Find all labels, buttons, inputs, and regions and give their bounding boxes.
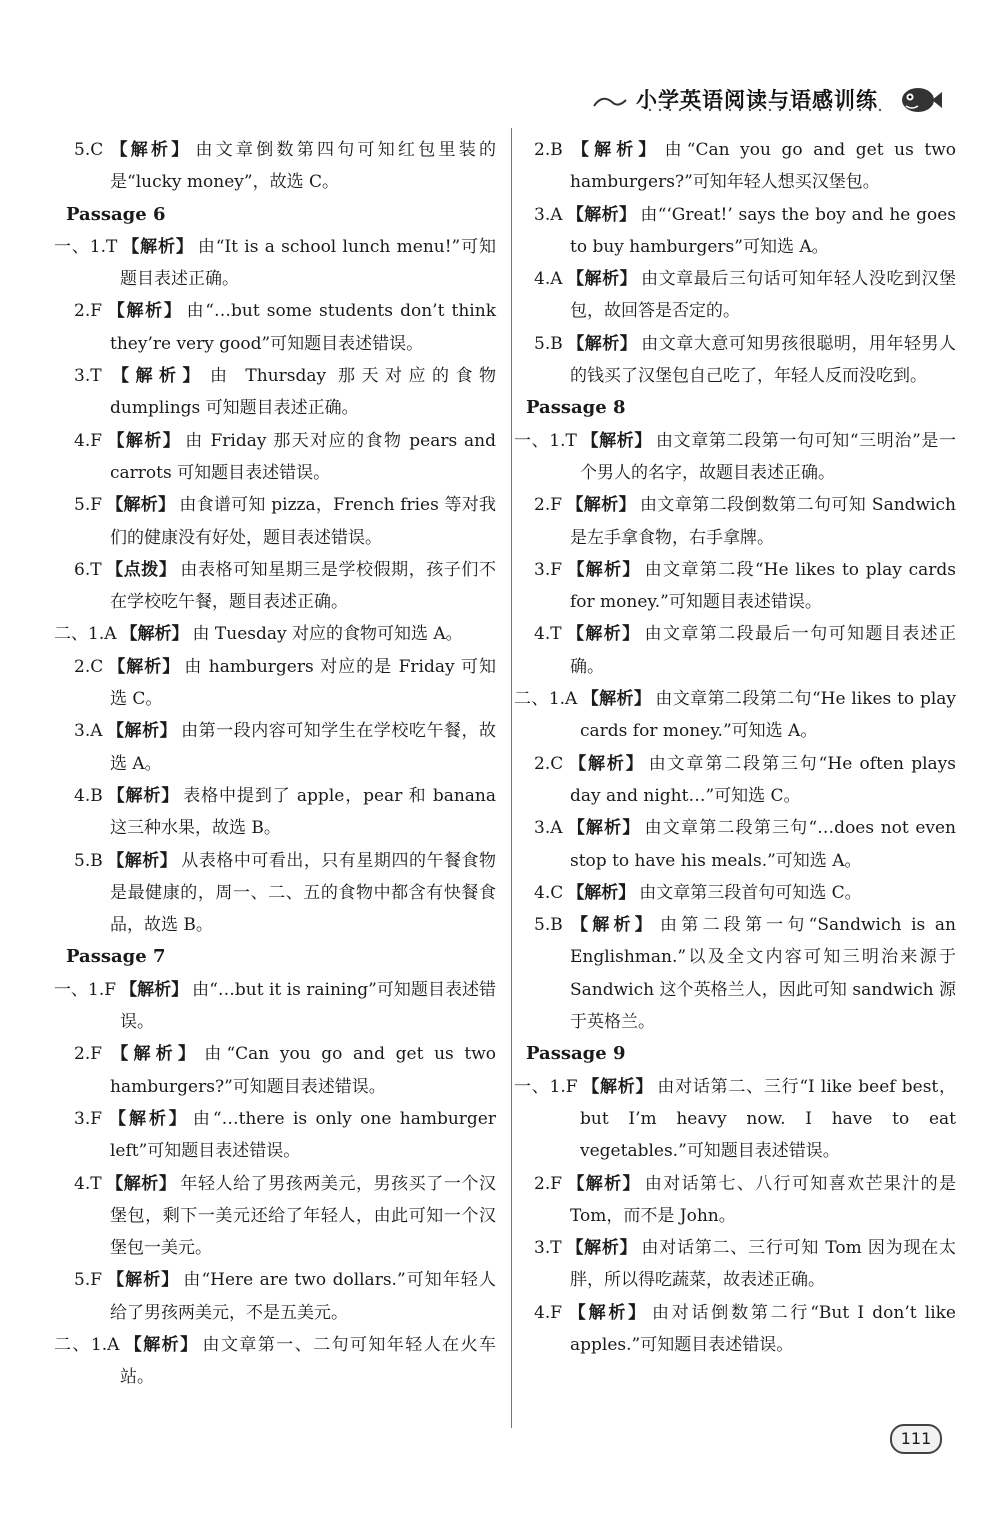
answer-item [66, 1264, 496, 1329]
section-number: 一、 [54, 979, 89, 1000]
answer-number: 3.A [534, 818, 563, 839]
answer-number: 4.B [74, 785, 103, 806]
answer-explanation: 由文章第二段第一句可知“三明治”是一个男人的名字，故题目表述正确。 [580, 430, 957, 483]
analysis-tag: 【解析】 [566, 269, 638, 290]
answer-number: 2.F [74, 301, 103, 322]
answer-number: 5.C [74, 140, 104, 160]
answer-explanation: 由文章第二段第三句“…does not even stop to have his meals.”可知选 A。 [570, 818, 957, 871]
answer-number: 1.T [549, 430, 577, 451]
answer-item [66, 425, 496, 490]
answer-item [54, 618, 496, 650]
answer-explanation: 由“It is a school lunch menu!”可知题目表述正确。 [120, 236, 497, 290]
answer-explanation: 由 hamburgers 对应的是 Friday 可知选 C。 [110, 656, 496, 710]
answer-item [526, 489, 956, 554]
answer-explanation: 由文章第二段第二句“He likes to play cards for money.”可知选 A。 [580, 689, 957, 742]
answer-number: 2.C [534, 753, 564, 774]
answer-explanation: 由对话第七、八行可知喜欢芒果汁的是 Tom，而不是 John。 [570, 1173, 957, 1226]
answer-number: 5.B [74, 850, 103, 871]
answer-explanation: 由文章第三段首句可知选 C。 [639, 882, 862, 903]
analysis-tag: 【解析】 [106, 785, 180, 806]
section-number: 二、 [54, 1334, 91, 1355]
analysis-tag: 【解析】 [106, 1044, 201, 1065]
answer-explanation: 由文章第二段最后一句可知题目表述正确。 [570, 624, 957, 677]
answer-item [66, 489, 496, 554]
answer-number: 2.F [534, 495, 563, 516]
answer-explanation: 由 Tuesday 对应的食物可知选 A。 [192, 624, 463, 645]
analysis-tag: 【解析】 [566, 204, 637, 225]
answer-explanation: 由“…but it is raining”可知题目表述错误。 [120, 979, 497, 1033]
analysis-tag: 【解析】 [105, 366, 207, 387]
answer-number: 3.A [74, 721, 103, 742]
analysis-tag: 【解析】 [566, 559, 641, 580]
answer-explanation: 由对话倒数第二行“But I don’t like apples.”可知题目表述错误。 [570, 1302, 956, 1355]
answer-item [526, 199, 956, 264]
answer-explanation: 由对话第二、三行可知 Tom 因为现在太胖，所以得吃蔬菜，故表述正确。 [570, 1238, 956, 1291]
answer-number: 4.F [74, 430, 103, 451]
analysis-tag: 【解析】 [106, 1108, 189, 1129]
analysis-tag: 【解析】 [566, 495, 636, 516]
answer-item [54, 974, 497, 1039]
answer-explanation: 由表格可知星期三是学校假期，孩子们不在学校吃午餐，题目表述正确。 [110, 559, 497, 613]
left-column [54, 134, 497, 1394]
answer-item [66, 554, 496, 619]
answer-item [526, 263, 956, 328]
answer-explanation: 由“Can you go and get us two hamburgers?”可知题目表述错误。 [110, 1044, 496, 1097]
analysis-tag: 【解析】 [106, 721, 178, 742]
column-divider [511, 128, 512, 1428]
answer-item [66, 1103, 496, 1168]
answer-number: 3.T [534, 1238, 562, 1259]
answer-explanation: 由“…there is only one hamburger left”可知题目表述错误。 [110, 1108, 496, 1162]
answer-item [66, 134, 496, 199]
analysis-tag: 【解析】 [121, 236, 194, 257]
section-number: 一、 [514, 430, 550, 451]
answer-item [514, 425, 957, 490]
answer-item [66, 845, 496, 942]
fish-mascot-icon [896, 80, 942, 120]
answer-explanation: 由第二段第一句“Sandwich is an Englishman.”以及全文内容可知三明治来源于 Sandwich 这个英格兰人，因此可知 sandwich 源于英格兰。 [570, 915, 956, 1033]
analysis-tag: 【解析】 [566, 1302, 648, 1323]
analysis-tag: 【解析】 [566, 333, 638, 354]
answer-item [526, 748, 956, 813]
answer-item [526, 1232, 956, 1297]
analysis-tag: 【解析】 [581, 1076, 654, 1097]
passage-heading: Passage 6 [66, 203, 166, 225]
analysis-tag: 【解析】 [567, 882, 636, 903]
answer-explanation: 由对话第二、三行“I like beef best，but I’m heavy now. I have to eat vegetables.”可知题目表述错误。 [580, 1076, 957, 1162]
book-title: 小学英语阅读与语感训练 [636, 88, 878, 112]
passage-heading: Passage 9 [526, 1043, 626, 1065]
answer-number: 1.A [90, 1334, 120, 1355]
analysis-tag: 【解析】 [106, 495, 176, 516]
analysis-tag: 【解析】 [566, 1173, 641, 1194]
answer-number: 4.T [74, 1173, 102, 1194]
answer-item [66, 651, 496, 716]
answer-item [526, 554, 956, 619]
answer-item [66, 780, 496, 845]
answer-number: 4.T [534, 624, 562, 645]
analysis-tag: 【解析】 [107, 656, 181, 677]
answer-item [526, 909, 956, 1038]
answer-item [66, 715, 496, 780]
answer-explanation: 由文章大意可知男孩很聪明，用年轻男人的钱买了汉堡包自己吃了，年轻人反而没吃到。 [570, 333, 957, 387]
answer-explanation: 由文章第二段第三句“He often plays day and night…”可知选 C。 [570, 753, 956, 806]
analysis-tag: 【解析】 [566, 915, 656, 936]
analysis-tag: 【解析】 [581, 689, 652, 710]
analysis-tag: 【解析】 [107, 140, 192, 160]
answer-explanation: 由 Thursday 那天对应的食物 dumplings 可知题目表述正确。 [110, 366, 496, 419]
answer-number: 2.B [534, 140, 563, 160]
answer-number: 2.F [74, 1044, 103, 1065]
right-column [514, 134, 957, 1361]
answer-number: 1.F [88, 979, 117, 1000]
section-number: 一、 [514, 1076, 550, 1097]
answer-explanation: 由文章第二段倒数第二句可知 Sandwich 是左手拿食物，右手拿牌。 [570, 495, 956, 548]
answer-number: 1.F [549, 1076, 578, 1097]
answer-number: 2.F [534, 1173, 563, 1194]
answer-explanation: 年轻人给了男孩两美元，男孩买了一个汉堡包，剩下一美元还给了年轻人，由此可知一个汉堡包一美元。 [110, 1173, 497, 1259]
answer-number: 3.A [534, 204, 563, 225]
answer-explanation: 由文章第一、二句可知年轻人在火车站。 [120, 1334, 497, 1388]
passage-heading: Passage 8 [526, 397, 626, 419]
answer-item [526, 328, 956, 393]
answer-number: 4.C [534, 882, 564, 903]
answer-item [66, 360, 496, 425]
analysis-tag: 【解析】 [565, 624, 641, 645]
answer-explanation: 由第一段内容可知学生在学校吃午餐，故选 A。 [110, 721, 497, 774]
section-number: 二、 [54, 624, 88, 645]
answer-item [54, 231, 497, 296]
answer-number: 1.T [89, 236, 118, 257]
answer-explanation: 由“‘Great!’ says the boy and he goes to buy hamburgers”可知选 A。 [570, 204, 956, 257]
answer-item [66, 1168, 496, 1265]
answer-number: 6.T [74, 559, 102, 580]
page-number: 111 [890, 1424, 942, 1454]
answer-number: 1.A [88, 624, 117, 645]
answer-explanation: 从表格中可看出，只有星期四的午餐食物是最健康的，周一、二、五的食物中都含有快餐食品，故选 B。 [110, 850, 497, 936]
answer-number: 4.A [534, 269, 563, 290]
answer-item [526, 877, 956, 909]
answer-item [66, 1038, 496, 1103]
answer-explanation: 由文章最后三句话可知年轻人没吃到汉堡包，故回答是否定的。 [570, 269, 957, 322]
analysis-tag: 【解析】 [106, 1270, 180, 1291]
answer-item [526, 812, 956, 877]
answer-number: 5.F [74, 495, 103, 516]
answer-explanation: 由食谱可知 pizza，French fries 等对我们的健康没有好处，题目表述错误。 [110, 495, 497, 548]
answer-item [526, 1297, 956, 1362]
answer-item [526, 134, 956, 199]
answer-item [54, 1329, 497, 1394]
analysis-tag: 【解析】 [106, 301, 183, 322]
answer-explanation: 由 Friday 那天对应的食物 pears and carrots 可知题目表述错误。 [110, 430, 496, 483]
analysis-tag: 【点拨】 [105, 559, 177, 580]
answer-explanation: 由文章倒数第四句可知红包里装的是“lucky money”，故选 C。 [110, 140, 497, 193]
answer-number: 3.T [74, 366, 102, 387]
answer-item [514, 683, 957, 748]
answer-explanation: 由“Can you go and get us two hamburgers?”可知年轻人想买汉堡包。 [570, 140, 956, 193]
analysis-tag: 【解析】 [566, 140, 661, 160]
answer-number: 1.A [548, 689, 578, 710]
answer-number: 2.C [74, 656, 104, 677]
section-number: 二、 [514, 689, 549, 710]
analysis-tag: 【解析】 [120, 979, 189, 1000]
answer-number: 5.B [534, 333, 563, 354]
answer-number: 3.F [534, 559, 563, 580]
answer-explanation: 由“…but some students don’t think they’re very good”可知题目表述错误。 [110, 301, 496, 354]
analysis-tag: 【解析】 [566, 818, 641, 839]
analysis-tag: 【解析】 [580, 430, 652, 451]
answer-item [66, 295, 496, 360]
analysis-tag: 【解析】 [565, 1238, 638, 1259]
section-number: 一、 [54, 236, 90, 257]
answer-number: 4.F [534, 1302, 563, 1323]
analysis-tag: 【解析】 [105, 1173, 177, 1194]
answer-number: 3.F [74, 1108, 103, 1129]
analysis-tag: 【解析】 [123, 1334, 199, 1355]
answer-explanation: 表格中提到了 apple，pear 和 banana 这三种水果，故选 B。 [110, 785, 497, 839]
answer-explanation: 由“Here are two dollars.”可知年轻人给了男孩两美元，不是五美元。 [110, 1270, 496, 1323]
analysis-tag: 【解析】 [120, 624, 189, 645]
answer-number: 5.B [534, 915, 563, 936]
analysis-tag: 【解析】 [106, 850, 178, 871]
answer-item [514, 1071, 957, 1168]
passage-heading: Passage 7 [66, 946, 166, 968]
answer-item [526, 618, 956, 683]
analysis-tag: 【解析】 [567, 753, 645, 774]
analysis-tag: 【解析】 [106, 430, 182, 451]
answer-number: 5.F [74, 1270, 103, 1291]
answer-item [526, 1168, 956, 1233]
answer-explanation: 由文章第二段“He likes to play cards for money.”可知题目表述错误。 [570, 559, 957, 613]
